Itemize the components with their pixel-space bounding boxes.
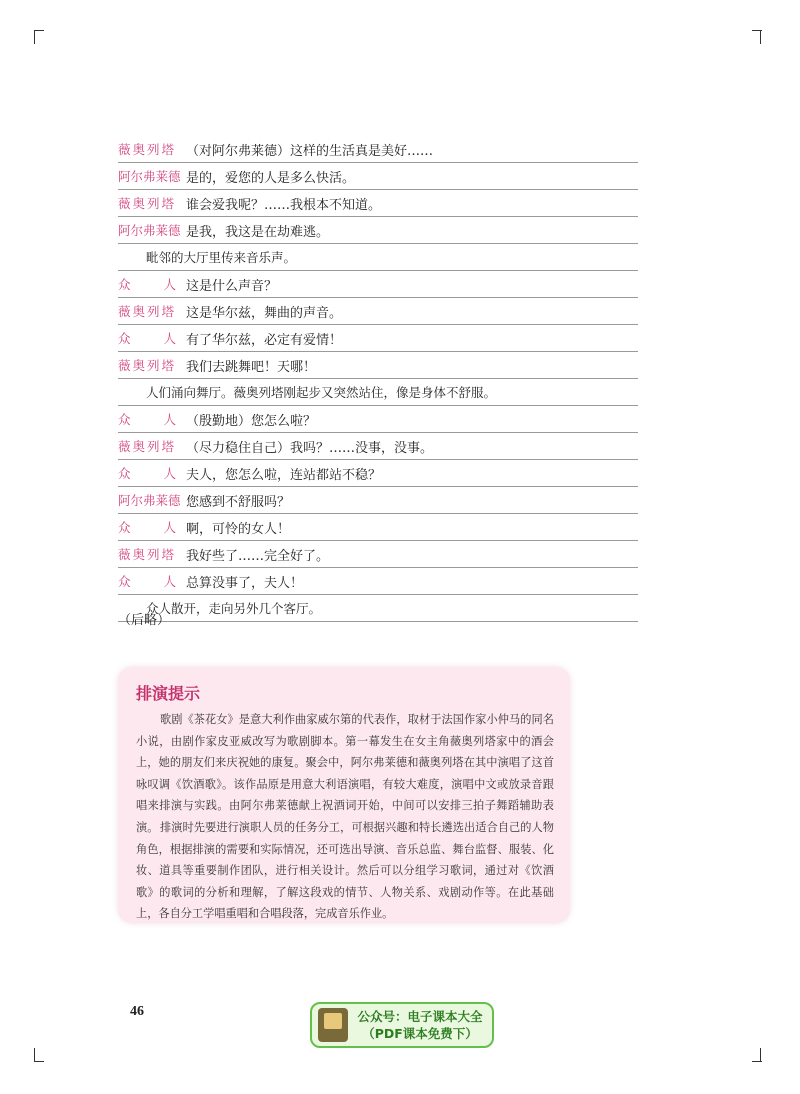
speaker-name: 薇奥列塔	[118, 547, 177, 562]
dialogue-line: 是的，爱您的人是多么快活。	[186, 170, 356, 186]
dialogue-line: （殷勤地）您怎么啦？	[186, 413, 317, 429]
speaker-name	[118, 464, 176, 482]
speaker-char: 人	[163, 466, 176, 481]
watermark-line-1: 公众号：电子课本大全	[357, 1009, 483, 1024]
dialogue-row	[118, 487, 638, 514]
crop-mark	[34, 1048, 35, 1062]
tips-paragraph-1: 歌剧《茶花女》是意大利作曲家威尔第的代表作，取材于法国作家小仲马的同名小说，由剧作家皮亚威改写为歌剧脚本。第一幕发生在女主角薇奥列塔家中的酒会上，她的朋友们来庆祝她的康复。聚会中，阿尔弗莱德和薇奥列塔在其中演唱了这首咏叹调《饮酒歌》。该作品原是用意大利语演唱，有较大难度，演唱中文或放录音跟唱来排演与实践。由阿尔弗莱德献上祝酒词开始，中间可以安排三拍子舞蹈辅助表演。	[136, 713, 554, 834]
dialogue-line: （尽力稳住自己）我吗？……没事，没事。	[186, 440, 434, 456]
dialogue-row	[118, 217, 638, 244]
crop-mark	[760, 1048, 761, 1062]
dialogue-line: 有了华尔兹，必定有爱情！	[186, 332, 343, 348]
crop-mark	[752, 30, 762, 31]
crop-mark	[752, 1061, 762, 1062]
speaker-char: 人	[163, 574, 176, 589]
speaker-char: 众	[118, 466, 131, 481]
crop-mark	[760, 30, 761, 44]
speaker-name	[118, 518, 176, 536]
dialogue-row	[118, 568, 638, 595]
stage-direction-row	[118, 244, 638, 271]
stage-direction: 人们涌向舞厅。薇奥列塔刚起步又突然站住，像是身体不舒服。	[146, 385, 497, 400]
omitted-note: （后略）	[118, 613, 171, 628]
dialogue-line: 啊，可怜的女人！	[186, 521, 291, 537]
book-logo-icon	[318, 1008, 348, 1042]
speaker-char: 众	[118, 574, 131, 589]
dialogue-line: 这是什么声音？	[186, 278, 278, 294]
tips-title: 排演提示	[136, 684, 201, 703]
speaker-name: 阿尔弗莱德	[118, 169, 181, 184]
speaker-name	[118, 410, 176, 428]
dialogue-row	[118, 433, 638, 460]
speaker-name: 薇奥列塔	[118, 196, 177, 211]
stage-direction: 毗邻的大厅里传来音乐声。	[146, 250, 297, 265]
speaker-name: 阿尔弗莱德	[118, 223, 181, 238]
tips-paragraph-2: 排演时先要进行演职人员的任务分工，可根据兴趣和特长遴选出适合自己的人物角色，根据排演的需要和实际情况，还可选出导演、音乐总监、舞台监督、服装、化妆、道具等重要制作团队，进行相关设计。然后可以分组学习歌词，通过对《饮酒歌》的歌词的分析和理解，了解这段戏的情节、人物关系、戏剧动作等。在此基础上，各自分工学唱重唱和合唱段落，完成音乐作业。	[136, 821, 554, 920]
speaker-name	[118, 275, 176, 293]
dialogue-row	[118, 406, 638, 433]
dialogue-line: 我们去跳舞吧！天哪！	[186, 359, 317, 375]
dialogue-line: 是我，我这是在劫难逃。	[186, 224, 330, 240]
stage-direction-row	[118, 379, 638, 406]
dialogue-line: （对阿尔弗莱德）这样的生活真是美好……	[186, 143, 434, 159]
speaker-char: 众	[118, 412, 131, 427]
dialogue-row	[118, 352, 638, 379]
speaker-char: 众	[118, 277, 131, 292]
speaker-char: 众	[118, 331, 131, 346]
dialogue-line: 谁会爱我呢？……我根本不知道。	[186, 197, 382, 213]
dialogue-row	[118, 190, 638, 217]
dialogue-line: 您感到不舒服吗？	[186, 494, 291, 510]
speaker-name	[118, 572, 176, 590]
speaker-char: 众	[118, 520, 131, 535]
stage-direction: 众人散开，走向另外几个客厅。	[146, 601, 322, 616]
dialogue-row	[118, 136, 638, 163]
speaker-name: 阿尔弗莱德	[118, 493, 181, 508]
crop-mark	[34, 30, 35, 44]
dialogue-line: 夫人，您怎么啦，连站都站不稳？	[186, 467, 382, 483]
speaker-char: 人	[163, 520, 176, 535]
page-number: 46	[130, 1004, 144, 1019]
dialogue-row	[118, 163, 638, 190]
speaker-name: 薇奥列塔	[118, 142, 177, 157]
dialogue-row	[118, 325, 638, 352]
dialogue-row	[118, 298, 638, 325]
script-dialogue	[118, 136, 638, 622]
dialogue-row	[118, 271, 638, 298]
speaker-name: 薇奥列塔	[118, 358, 177, 373]
rehearsal-tips-box	[118, 667, 570, 923]
speaker-char: 人	[163, 412, 176, 427]
dialogue-line: 总算没事了，夫人！	[186, 575, 304, 591]
watermark-badge	[310, 1002, 494, 1048]
dialogue-row	[118, 460, 638, 487]
crop-mark	[34, 1061, 44, 1062]
speaker-char: 人	[163, 277, 176, 292]
speaker-name: 薇奥列塔	[118, 439, 177, 454]
dialogue-row	[118, 514, 638, 541]
watermark-line-2: （PDF课本免费下）	[362, 1026, 478, 1041]
speaker-char: 人	[163, 331, 176, 346]
dialogue-line: 我好些了……完全好了。	[186, 548, 330, 564]
dialogue-line: 这是华尔兹，舞曲的声音。	[186, 305, 343, 321]
speaker-name	[118, 329, 176, 347]
stage-direction-row	[118, 595, 638, 622]
dialogue-row	[118, 541, 638, 568]
speaker-name: 薇奥列塔	[118, 304, 177, 319]
crop-mark	[34, 30, 44, 31]
